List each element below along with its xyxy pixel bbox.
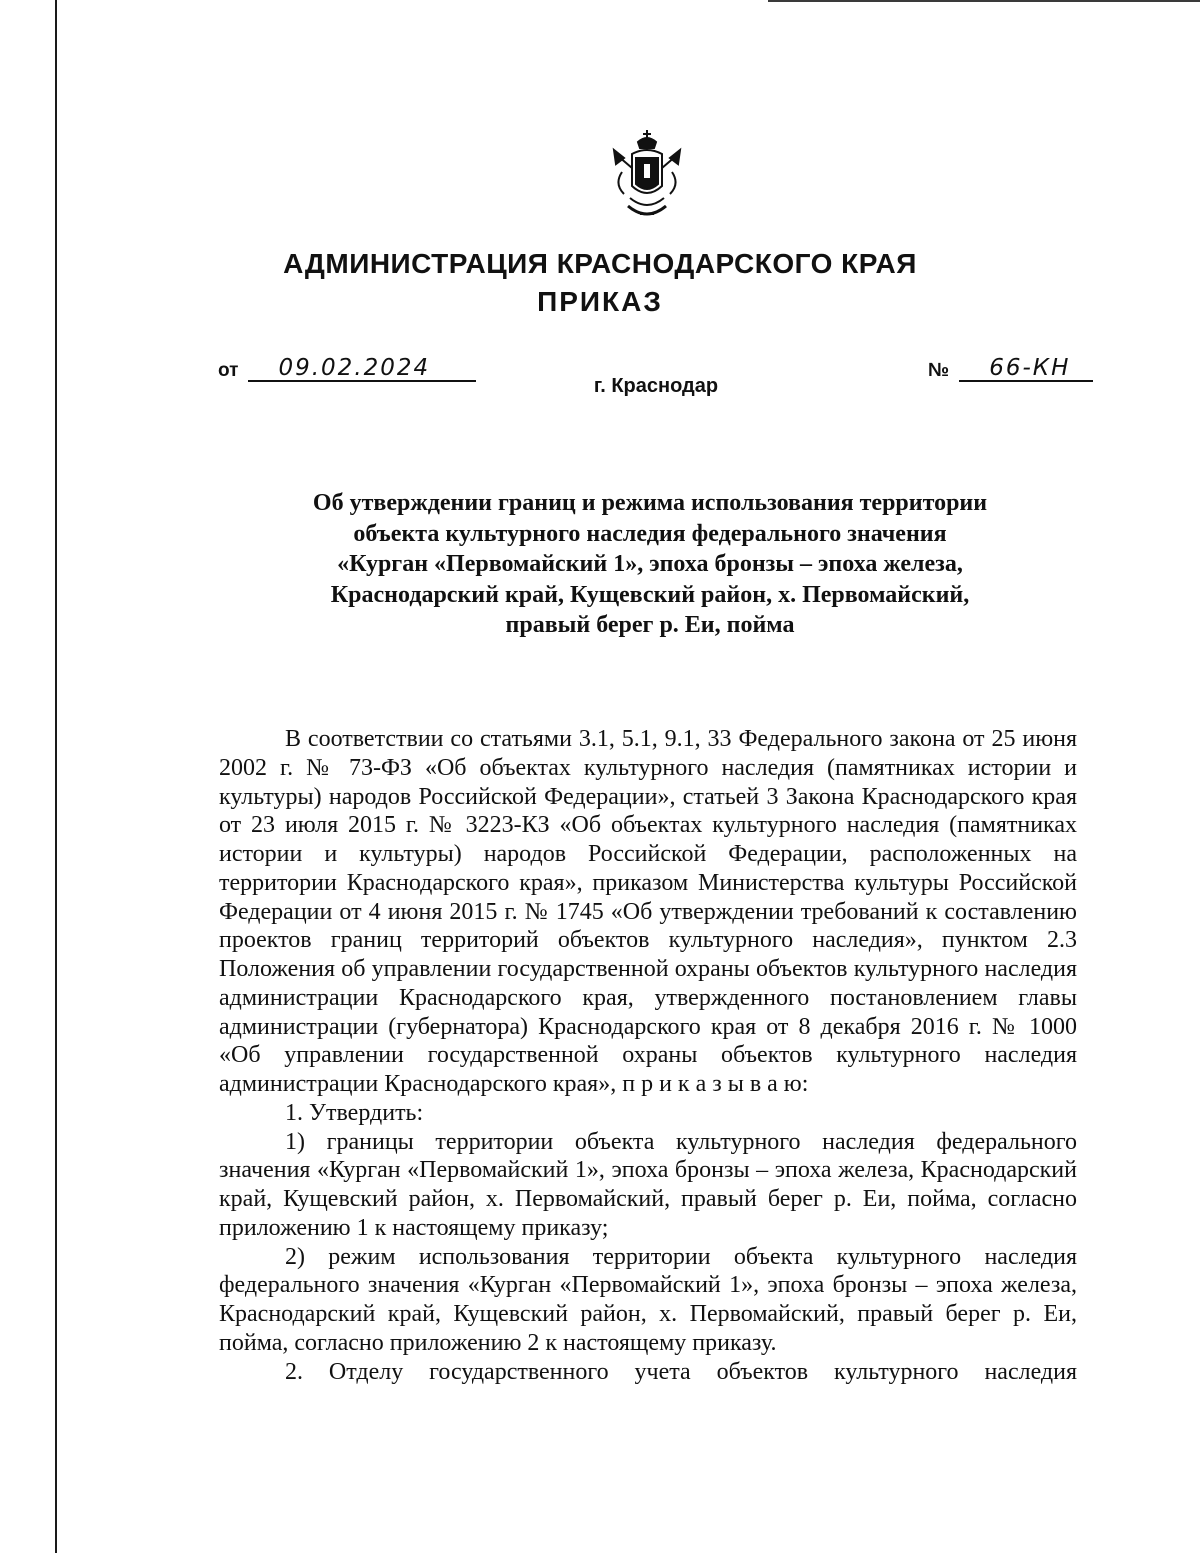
preamble-paragraph: В соответствии со статьями 3.1, 5.1, 9.1, 33 Федерального закона от 25 июня 2002 г. № 73-ФЗ «Об объектах культурного наследия (памятниках истории и культуры) народов Российской Федерации», статьей 3 Закона Краснодарского края от 23 июля 2015 г. № 3223-КЗ «Об объектах культурного наследия (памятниках истории и культуры) народов Российской Федерации, расположенных на территории Краснодарского края», приказом Министерства культуры Российской Федерации от 4 июня 2015 г. № 1745 «Об утверждении требований к составлению проектов границ территорий объектов культурного наследия», пунктом 2.3 Положения об управлении государственной охраны объектов культурного наследия администрации Краснодарского края, утвержденного постановлением главы администрации (губернатора) Краснодарского края от 8 декабря 2016 г. № 1000 «Об управлении государственной охраны объектов культурного наследия администрации Краснодарского края», п р и к а з ы в а ю:: [219, 726, 1077, 1097]
title-line: Краснодарский край, Кущевский район, х. Первомайский,: [330, 581, 970, 608]
number-prefix: №: [928, 360, 950, 381]
item-2: 2. Отделу государственного учета объектов культурного наследия: [285, 1358, 1077, 1385]
order-body: [219, 725, 1077, 1386]
document-type: ПРИКАЗ: [537, 286, 663, 317]
scan-edge-top: [768, 0, 1200, 2]
order-title: [220, 488, 1080, 641]
city: г. Краснодар: [593, 375, 719, 397]
date-prefix: от: [218, 360, 239, 381]
title-line: Об утверждении границ и режима использования территории: [312, 490, 988, 516]
title-line: объекта культурного наследия федерального значения: [353, 520, 947, 547]
krasnodar-coat-of-arms-icon: [610, 128, 684, 224]
item-1: 1. Утвердить:: [285, 1099, 424, 1126]
title-line: «Курган «Первомайский 1», эпоха бронзы – эпоха железа,: [337, 551, 963, 577]
title-line: правый берег р. Еи, пойма: [505, 612, 795, 638]
item-1-subitem-2: 2) режим использования территории объекта культурного наследия федерального значения «Курган «Первомайский 1», эпоха бронзы – эпоха железа, Краснодарский край, Кущевский район, х. Первомайский, правый берег р. Еи, пойма, согласно приложению 2 к настоящему приказу.: [219, 1243, 1077, 1356]
organization-name: АДМИНИСТРАЦИЯ КРАСНОДАРСКОГО КРАЯ: [283, 248, 917, 279]
handwritten-number: 66-КН: [959, 356, 1093, 382]
handwritten-date: 09.02.2024: [248, 356, 476, 382]
scan-edge-left: [55, 0, 57, 1553]
item-1-subitem-1: 1) границы территории объекта культурного наследия федерального значения «Курган «Первомайский 1», эпоха бронзы – эпоха железа, Краснодарский край, Кущевский район, х. Первомайский, правый берег р. Еи, пойма, согласно приложению 1 к настоящему приказу;: [219, 1128, 1077, 1241]
